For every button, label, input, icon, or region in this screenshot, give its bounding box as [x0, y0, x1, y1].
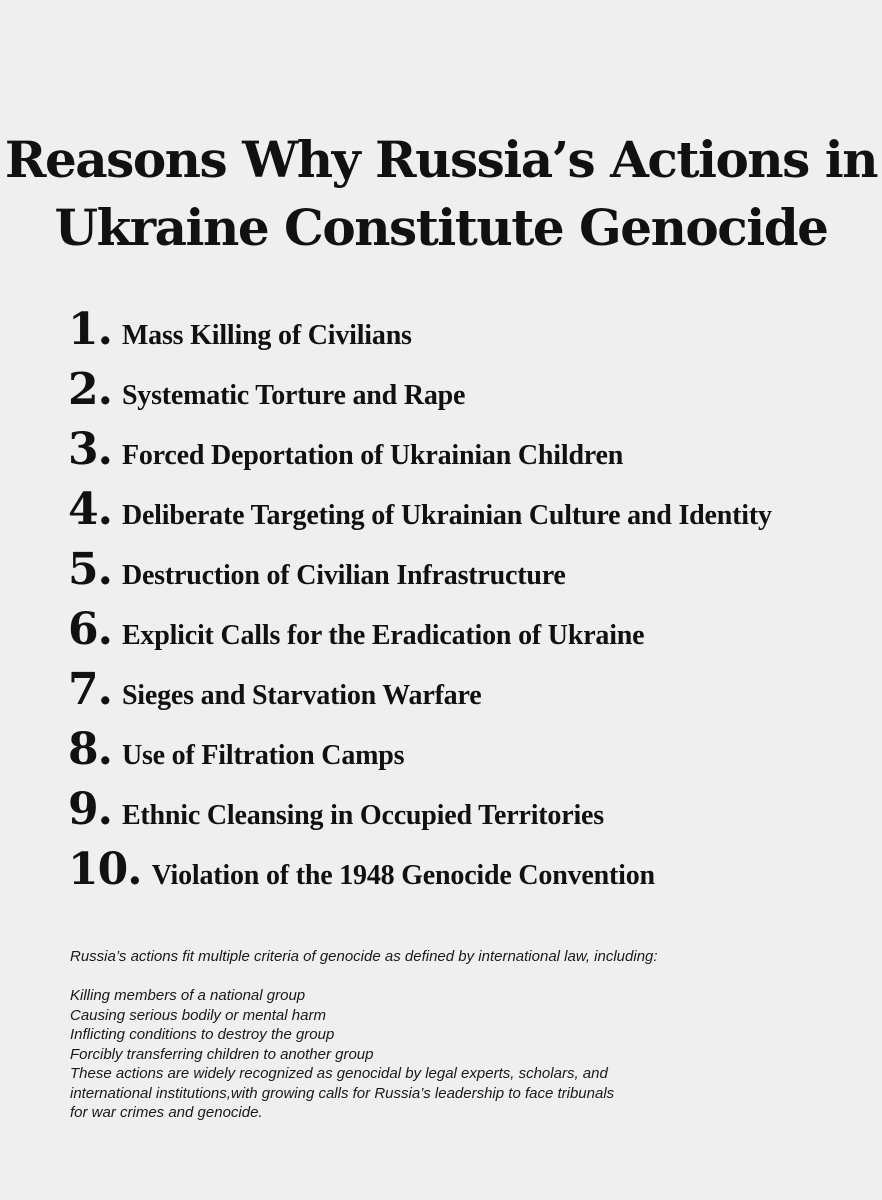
reason-number: 1. — [68, 304, 112, 355]
reason-text: Mass Killing of Civilians — [121, 320, 412, 351]
reason-item — [68, 660, 868, 720]
reason-item — [68, 300, 868, 360]
criterion-item: Causing serious bodily or mental harm — [70, 1006, 326, 1024]
notes-closing-line: for war crimes and genocide. — [70, 1104, 263, 1121]
page-title-line-1: Reasons Why Russia’s Actions in — [4, 130, 878, 189]
reason-number: 4. — [68, 484, 112, 535]
reason-item — [68, 780, 868, 840]
reason-number: 7. — [68, 664, 112, 715]
reason-number: 9. — [68, 784, 112, 835]
criterion-item: Inflicting conditions to destroy the group — [70, 1026, 335, 1043]
criterion-item: Forcibly transferring children to another group — [70, 1045, 374, 1063]
criterion-item: Killing members of a national group — [70, 987, 306, 1004]
reason-text: Systematic Torture and Rape — [121, 380, 466, 411]
reason-number: 3. — [68, 424, 112, 475]
notes-intro: Russia’s actions fit multiple criteria of genocide as defined by international law, including: — [70, 948, 658, 965]
reason-number: 2. — [68, 364, 112, 415]
reason-item — [68, 720, 868, 780]
reason-item — [68, 420, 868, 480]
reason-text: Ethnic Cleansing in Occupied Territories — [121, 800, 604, 831]
page-title — [0, 126, 882, 262]
reason-text: Use of Filtration Camps — [121, 740, 405, 771]
reasons-list — [68, 300, 868, 900]
reason-item — [68, 840, 868, 900]
reason-text: Explicit Calls for the Eradication of Ukraine — [121, 620, 645, 651]
reason-item — [68, 540, 868, 600]
notes-closing-line: international institutions,with growing calls for Russia’s leadership to face tribunals — [70, 1084, 615, 1102]
reason-text: Deliberate Targeting of Ukrainian Culture and Identity — [121, 500, 772, 531]
reason-text: Sieges and Starvation Warfare — [121, 680, 482, 711]
reason-number: 5. — [68, 544, 112, 595]
reason-text: Violation of the 1948 Genocide Convention — [151, 860, 655, 891]
page-title-line-2: Ukraine Constitute Genocide — [54, 198, 828, 257]
reason-text: Forced Deportation of Ukrainian Children — [121, 440, 624, 471]
reason-item — [68, 480, 868, 540]
reason-number: 6. — [68, 604, 112, 655]
reason-item — [68, 600, 868, 660]
reason-item — [68, 360, 868, 420]
reason-number: 10. — [68, 844, 142, 895]
reason-number: 8. — [68, 724, 112, 775]
notes-closing-line: These actions are widely recognized as genocidal by legal experts, scholars, and — [70, 1065, 608, 1082]
reason-text: Destruction of Civilian Infrastructure — [121, 560, 566, 591]
genocide-criteria-notes — [70, 947, 830, 1123]
